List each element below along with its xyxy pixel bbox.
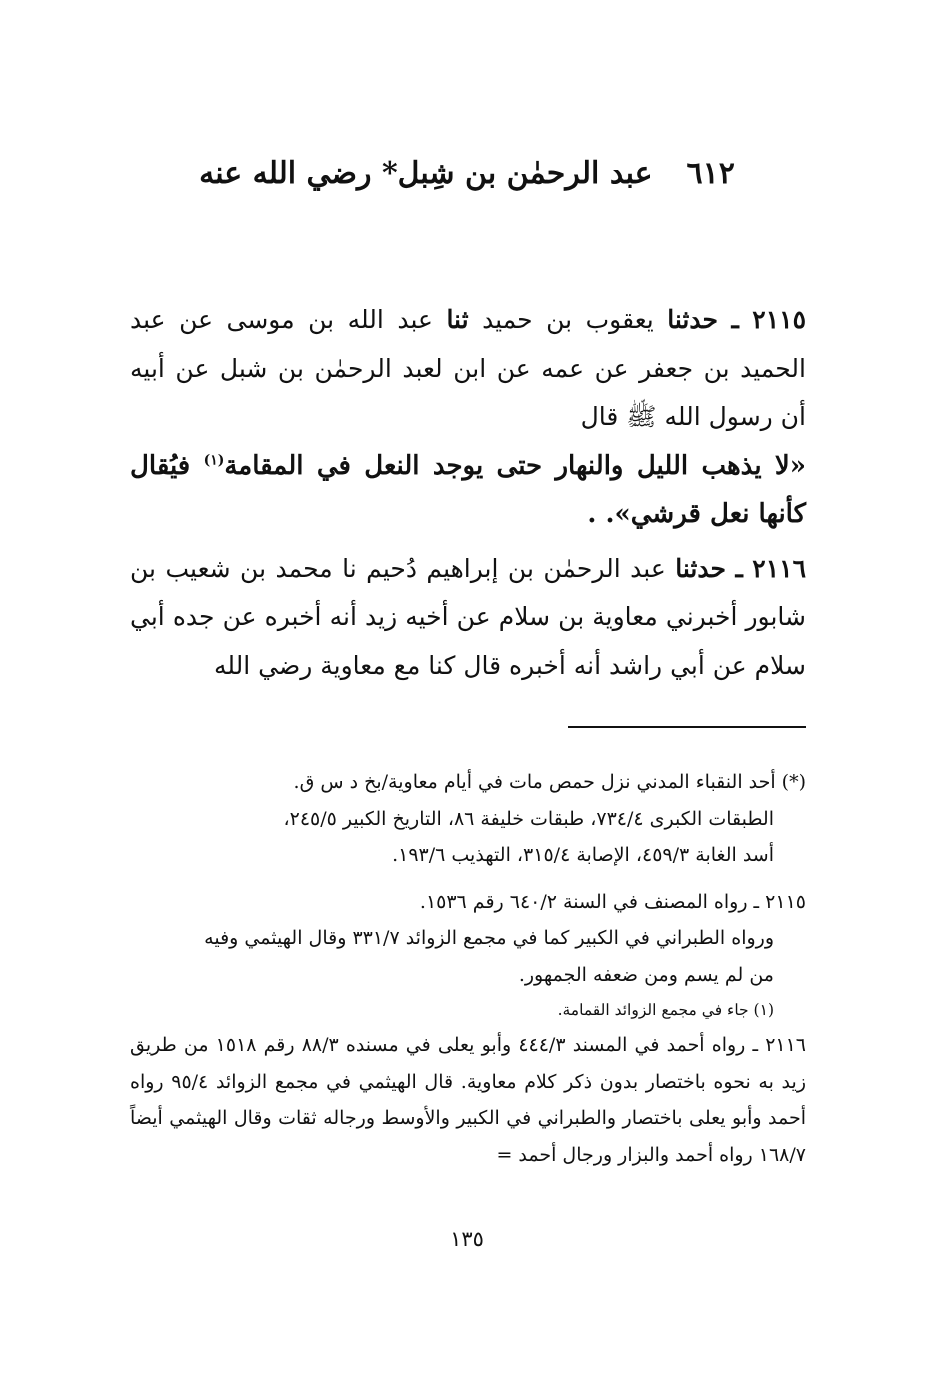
footnote-biography: (*) أحد النقباء المدني نزل حمص مات في أيام معاوية/بخ د س ق. bbox=[293, 771, 806, 793]
footnote-marker: (١) bbox=[203, 451, 225, 468]
isnad-text: عبد الله بن موسى عن عبد الحميد بن جعفر عن عمه عن ابن لعبد الرحمٰن بن شبل عن أبيه أن رسول الله ﷺ قال bbox=[130, 305, 806, 431]
main-text bbox=[130, 296, 806, 690]
footnotes bbox=[130, 764, 806, 1173]
matn-text: «لا يذهب الليل والنهار حتى يوجد النعل في المقامة bbox=[224, 450, 806, 481]
section-heading bbox=[0, 148, 934, 200]
footnote-divider bbox=[568, 726, 806, 728]
hadith-2115-matn bbox=[130, 442, 806, 539]
hadith-lead-word: حدثنا bbox=[675, 553, 726, 583]
sub-footnote: (١) جاء في مجمع الزوائد القمامة. bbox=[557, 1001, 774, 1019]
page-number: ١٣٥ bbox=[450, 1227, 484, 1251]
section-number: ٦١٢ bbox=[686, 156, 735, 191]
isnad-text: يعقوب بن حميد bbox=[482, 305, 654, 334]
footnote-2116: ٢١١٦ ـ رواه أحمد في المسند ٤٤٤/٣ وأبو يعلى في مسنده ٨٨/٣ رقم ١٥١٨ من طريق زيد به نحوه باختصار بدون ذكر كلام معاوية. قال الهيثمي في مجمع الزوائد ٩٥/٤ رواه أحمد وأبو يعلى باختصار والطبراني في الكبير والأوسط ورجاله ثقات وقال الهيثمي أيضاً ١٦٨/٧ رواه أحمد والبزار ورجال أحمد = bbox=[130, 1034, 807, 1166]
hadith-number: ٢١١٦ bbox=[752, 553, 807, 583]
number-separator: ـ bbox=[731, 305, 739, 334]
number-separator: ـ bbox=[735, 553, 743, 583]
footnote-2115-text: ورواه الطبراني في الكبير كما في مجمع الزوائد ٣٣١/٧ وقال الهيثمي وفيه bbox=[204, 927, 774, 949]
hadith-2115-isnad bbox=[130, 296, 806, 442]
footnote-2115: ٢١١٥ ـ رواه المصنف في السنة ٦٤٠/٢ رقم ١٥٣٦. bbox=[419, 890, 806, 913]
isnad-thana: ثنا bbox=[446, 305, 469, 334]
matn-end-mark: . bbox=[587, 499, 606, 529]
isnad-text: عبد الرحمٰن بن إبراهيم دُحيم نا محمد بن شعيب بن شابور أخبرني معاوية بن سلام عن أخيه زيد أنه أخبره عن جده أبي سلام عن أبي راشد أنه أخبره قال كنا مع معاوية رضي الله bbox=[130, 553, 806, 680]
footnote-2115-text: من لم يسم ومن ضعفه الجمهور. bbox=[518, 963, 774, 986]
hadith-lead-word: حدثنا bbox=[667, 305, 718, 334]
footnote-sources: أسد الغابة ٤٥٩/٣، الإصابة ٣١٥/٤، التهذيب ١٩٣/٦. bbox=[392, 844, 774, 866]
footnote-sources: الطبقات الكبرى ٧٣٤/٤، طبقات خليفة ٨٦، التاريخ الكبير ٢٤٥/٥، bbox=[283, 807, 774, 830]
hadith-2116-isnad bbox=[130, 545, 806, 691]
section-title: عبد الرحمٰن بن شِبل* رضي الله عنه bbox=[199, 156, 653, 191]
matn-text: فيُقال كأنها نعل قرشي». bbox=[130, 450, 806, 529]
hadith-number: ٢١١٥ bbox=[752, 305, 806, 334]
